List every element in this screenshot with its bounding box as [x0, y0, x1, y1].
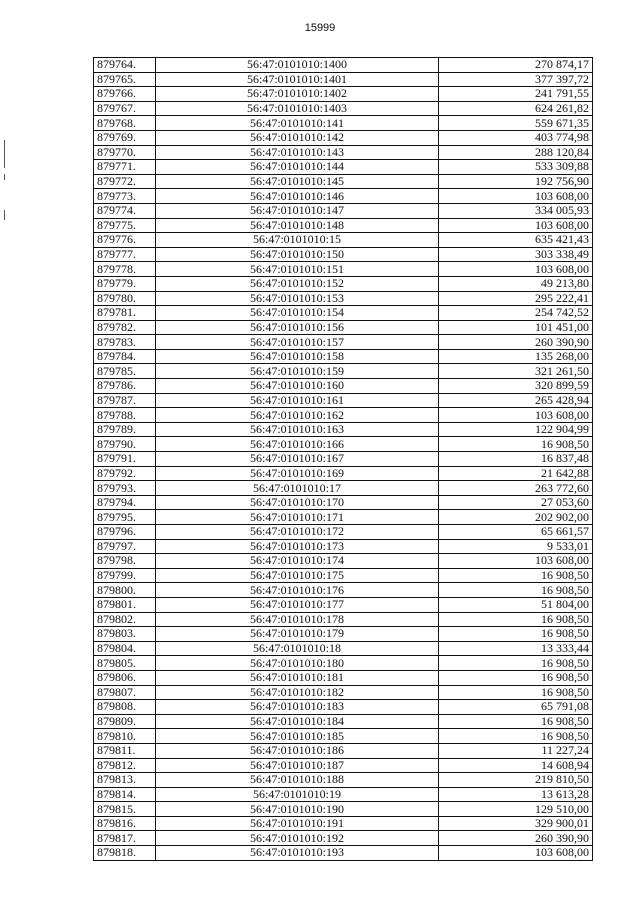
table-row	[94, 627, 593, 642]
table-row	[94, 116, 593, 131]
value-cell: 270 874,17	[439, 58, 593, 73]
table-row	[94, 306, 593, 321]
table-row	[94, 670, 593, 685]
cadastral-number-cell: 56:47:0101010:185	[156, 729, 439, 744]
table-row	[94, 743, 593, 758]
value-cell: 192 756,90	[439, 174, 593, 189]
table-row	[94, 72, 593, 87]
table-row	[94, 218, 593, 233]
row-number-cell: 879773.	[94, 189, 156, 204]
table-row	[94, 802, 593, 817]
cadastral-number-cell: 56:47:0101010:173	[156, 539, 439, 554]
table-row	[94, 437, 593, 452]
value-cell: 103 608,00	[439, 262, 593, 277]
cadastral-number-cell: 56:47:0101010:169	[156, 466, 439, 481]
cadastral-number-cell: 56:47:0101010:150	[156, 247, 439, 262]
cadastral-number-cell: 56:47:0101010:145	[156, 174, 439, 189]
table-row	[94, 554, 593, 569]
table-row	[94, 525, 593, 540]
value-cell: 14 608,94	[439, 758, 593, 773]
cadastral-number-cell: 56:47:0101010:187	[156, 758, 439, 773]
table-row	[94, 685, 593, 700]
row-number-cell: 879805.	[94, 656, 156, 671]
table-row	[94, 597, 593, 612]
value-cell: 288 120,84	[439, 145, 593, 160]
cadastral-number-cell: 56:47:0101010:19	[156, 787, 439, 802]
cadastral-value-table	[93, 57, 593, 861]
value-cell: 295 222,41	[439, 291, 593, 306]
row-number-cell: 879780.	[94, 291, 156, 306]
row-number-cell: 879793.	[94, 481, 156, 496]
value-cell: 16 908,50	[439, 568, 593, 583]
table-row	[94, 539, 593, 554]
value-cell: 11 227,24	[439, 743, 593, 758]
cadastral-number-cell: 56:47:0101010:190	[156, 802, 439, 817]
row-number-cell: 879817.	[94, 831, 156, 846]
cadastral-number-cell: 56:47:0101010:178	[156, 612, 439, 627]
value-cell: 103 608,00	[439, 554, 593, 569]
value-cell: 65 791,08	[439, 700, 593, 715]
value-cell: 254 742,52	[439, 306, 593, 321]
value-cell: 13 333,44	[439, 641, 593, 656]
value-cell: 103 608,00	[439, 408, 593, 423]
value-cell: 321 261,50	[439, 364, 593, 379]
value-cell: 320 899,59	[439, 379, 593, 394]
value-cell: 403 774,98	[439, 130, 593, 145]
value-cell: 202 902,00	[439, 510, 593, 525]
cadastral-number-cell: 56:47:0101010:179	[156, 627, 439, 642]
cadastral-number-cell: 56:47:0101010:191	[156, 816, 439, 831]
cadastral-number-cell: 56:47:0101010:18	[156, 641, 439, 656]
cadastral-number-cell: 56:47:0101010:17	[156, 481, 439, 496]
cadastral-number-cell: 56:47:0101010:159	[156, 364, 439, 379]
row-number-cell: 879807.	[94, 685, 156, 700]
table-row	[94, 408, 593, 423]
cadastral-number-cell: 56:47:0101010:1401	[156, 72, 439, 87]
table-row	[94, 641, 593, 656]
table-row	[94, 816, 593, 831]
row-number-cell: 879816.	[94, 816, 156, 831]
cadastral-number-cell: 56:47:0101010:193	[156, 846, 439, 861]
table-row	[94, 247, 593, 262]
table-row	[94, 452, 593, 467]
row-number-cell: 879766.	[94, 87, 156, 102]
cadastral-number-cell: 56:47:0101010:143	[156, 145, 439, 160]
value-cell: 101 451,00	[439, 320, 593, 335]
table-row	[94, 495, 593, 510]
value-cell: 135 268,00	[439, 349, 593, 364]
row-number-cell: 879785.	[94, 364, 156, 379]
table-row	[94, 846, 593, 861]
cadastral-number-cell: 56:47:0101010:170	[156, 495, 439, 510]
table-row	[94, 364, 593, 379]
row-number-cell: 879789.	[94, 422, 156, 437]
row-number-cell: 879818.	[94, 846, 156, 861]
table-row	[94, 262, 593, 277]
table-row	[94, 87, 593, 102]
cadastral-number-cell: 56:47:0101010:147	[156, 203, 439, 218]
row-number-cell: 879779.	[94, 276, 156, 291]
row-number-cell: 879770.	[94, 145, 156, 160]
row-number-cell: 879764.	[94, 58, 156, 73]
cadastral-number-cell: 56:47:0101010:154	[156, 306, 439, 321]
value-cell: 21 642,88	[439, 466, 593, 481]
cadastral-number-cell: 56:47:0101010:1402	[156, 87, 439, 102]
value-cell: 9 533,01	[439, 539, 593, 554]
value-cell: 16 908,50	[439, 612, 593, 627]
row-number-cell: 879775.	[94, 218, 156, 233]
row-number-cell: 879804.	[94, 641, 156, 656]
row-number-cell: 879809.	[94, 714, 156, 729]
row-number-cell: 879791.	[94, 452, 156, 467]
row-number-cell: 879812.	[94, 758, 156, 773]
row-number-cell: 879778.	[94, 262, 156, 277]
table-row	[94, 145, 593, 160]
cadastral-number-cell: 56:47:0101010:142	[156, 130, 439, 145]
table-row	[94, 510, 593, 525]
cadastral-number-cell: 56:47:0101010:188	[156, 773, 439, 788]
cadastral-number-cell: 56:47:0101010:167	[156, 452, 439, 467]
value-cell: 13 613,28	[439, 787, 593, 802]
table-row	[94, 174, 593, 189]
table-row	[94, 349, 593, 364]
value-cell: 624 261,82	[439, 101, 593, 116]
value-cell: 219 810,50	[439, 773, 593, 788]
row-number-cell: 879803.	[94, 627, 156, 642]
table-row	[94, 466, 593, 481]
value-cell: 16 908,50	[439, 656, 593, 671]
row-number-cell: 879808.	[94, 700, 156, 715]
cadastral-number-cell: 56:47:0101010:157	[156, 335, 439, 350]
row-number-cell: 879784.	[94, 349, 156, 364]
cadastral-number-cell: 56:47:0101010:183	[156, 700, 439, 715]
cadastral-number-cell: 56:47:0101010:151	[156, 262, 439, 277]
cadastral-number-cell: 56:47:0101010:15	[156, 233, 439, 248]
value-cell: 16 908,50	[439, 437, 593, 452]
cadastral-number-cell: 56:47:0101010:172	[156, 525, 439, 540]
cadastral-number-cell: 56:47:0101010:174	[156, 554, 439, 569]
cadastral-number-cell: 56:47:0101010:186	[156, 743, 439, 758]
value-cell: 51 804,00	[439, 597, 593, 612]
row-number-cell: 879797.	[94, 539, 156, 554]
margin-scan-marks	[4, 140, 8, 230]
row-number-cell: 879787.	[94, 393, 156, 408]
cadastral-number-cell: 56:47:0101010:156	[156, 320, 439, 335]
cadastral-number-cell: 56:47:0101010:180	[156, 656, 439, 671]
table-row	[94, 393, 593, 408]
row-number-cell: 879771.	[94, 160, 156, 175]
table-row	[94, 233, 593, 248]
value-cell: 241 791,55	[439, 87, 593, 102]
cadastral-number-cell: 56:47:0101010:162	[156, 408, 439, 423]
page-number: 15999	[304, 22, 336, 34]
table-row	[94, 700, 593, 715]
table-row	[94, 291, 593, 306]
row-number-cell: 879776.	[94, 233, 156, 248]
table-row	[94, 203, 593, 218]
value-cell: 329 900,01	[439, 816, 593, 831]
value-cell: 377 397,72	[439, 72, 593, 87]
row-number-cell: 879768.	[94, 116, 156, 131]
table-row	[94, 568, 593, 583]
table-row	[94, 656, 593, 671]
cadastral-number-cell: 56:47:0101010:141	[156, 116, 439, 131]
cadastral-number-cell: 56:47:0101010:177	[156, 597, 439, 612]
row-number-cell: 879813.	[94, 773, 156, 788]
cadastral-number-cell: 56:47:0101010:176	[156, 583, 439, 598]
table-body	[94, 58, 593, 861]
cadastral-number-cell: 56:47:0101010:148	[156, 218, 439, 233]
row-number-cell: 879792.	[94, 466, 156, 481]
row-number-cell: 879786.	[94, 379, 156, 394]
value-cell: 49 213,80	[439, 276, 593, 291]
row-number-cell: 879800.	[94, 583, 156, 598]
cadastral-number-cell: 56:47:0101010:158	[156, 349, 439, 364]
row-number-cell: 879769.	[94, 130, 156, 145]
row-number-cell: 879765.	[94, 72, 156, 87]
cadastral-number-cell: 56:47:0101010:163	[156, 422, 439, 437]
row-number-cell: 879777.	[94, 247, 156, 262]
table-row	[94, 481, 593, 496]
table-row	[94, 101, 593, 116]
value-cell: 260 390,90	[439, 335, 593, 350]
value-cell: 559 671,35	[439, 116, 593, 131]
row-number-cell: 879795.	[94, 510, 156, 525]
value-cell: 260 390,90	[439, 831, 593, 846]
row-number-cell: 879815.	[94, 802, 156, 817]
value-cell: 16 908,50	[439, 729, 593, 744]
cadastral-number-cell: 56:47:0101010:1403	[156, 101, 439, 116]
row-number-cell: 879806.	[94, 670, 156, 685]
cadastral-number-cell: 56:47:0101010:184	[156, 714, 439, 729]
value-cell: 635 421,43	[439, 233, 593, 248]
cadastral-number-cell: 56:47:0101010:181	[156, 670, 439, 685]
table-row	[94, 729, 593, 744]
cadastral-number-cell: 56:47:0101010:144	[156, 160, 439, 175]
value-cell: 129 510,00	[439, 802, 593, 817]
cadastral-number-cell: 56:47:0101010:175	[156, 568, 439, 583]
row-number-cell: 879782.	[94, 320, 156, 335]
cadastral-number-cell: 56:47:0101010:182	[156, 685, 439, 700]
value-cell: 103 608,00	[439, 218, 593, 233]
value-cell: 65 661,57	[439, 525, 593, 540]
table-row	[94, 276, 593, 291]
table-row	[94, 320, 593, 335]
row-number-cell: 879802.	[94, 612, 156, 627]
row-number-cell: 879799.	[94, 568, 156, 583]
row-number-cell: 879811.	[94, 743, 156, 758]
cadastral-number-cell: 56:47:0101010:153	[156, 291, 439, 306]
table-row	[94, 189, 593, 204]
table-row	[94, 831, 593, 846]
value-cell: 16 908,50	[439, 583, 593, 598]
table-row	[94, 58, 593, 73]
cadastral-number-cell: 56:47:0101010:171	[156, 510, 439, 525]
row-number-cell: 879810.	[94, 729, 156, 744]
table-row	[94, 714, 593, 729]
value-cell: 263 772,60	[439, 481, 593, 496]
row-number-cell: 879790.	[94, 437, 156, 452]
value-cell: 16 908,50	[439, 627, 593, 642]
value-cell: 122 904,99	[439, 422, 593, 437]
value-cell: 16 908,50	[439, 714, 593, 729]
table-row	[94, 422, 593, 437]
row-number-cell: 879798.	[94, 554, 156, 569]
table-row	[94, 160, 593, 175]
cadastral-number-cell: 56:47:0101010:192	[156, 831, 439, 846]
table-row	[94, 773, 593, 788]
cadastral-number-cell: 56:47:0101010:166	[156, 437, 439, 452]
row-number-cell: 879794.	[94, 495, 156, 510]
table-row	[94, 379, 593, 394]
cadastral-number-cell: 56:47:0101010:1400	[156, 58, 439, 73]
table-row	[94, 758, 593, 773]
table-row	[94, 612, 593, 627]
row-number-cell: 879796.	[94, 525, 156, 540]
value-cell: 16 837,48	[439, 452, 593, 467]
row-number-cell: 879788.	[94, 408, 156, 423]
row-number-cell: 879772.	[94, 174, 156, 189]
cadastral-number-cell: 56:47:0101010:146	[156, 189, 439, 204]
value-cell: 103 608,00	[439, 846, 593, 861]
value-cell: 303 338,49	[439, 247, 593, 262]
row-number-cell: 879814.	[94, 787, 156, 802]
value-cell: 27 053,60	[439, 495, 593, 510]
value-cell: 16 908,50	[439, 670, 593, 685]
table-row	[94, 787, 593, 802]
table-row	[94, 130, 593, 145]
value-cell: 533 309,88	[439, 160, 593, 175]
value-cell: 16 908,50	[439, 685, 593, 700]
value-cell: 265 428,94	[439, 393, 593, 408]
row-number-cell: 879767.	[94, 101, 156, 116]
cadastral-number-cell: 56:47:0101010:152	[156, 276, 439, 291]
row-number-cell: 879783.	[94, 335, 156, 350]
cadastral-number-cell: 56:47:0101010:161	[156, 393, 439, 408]
table-row	[94, 583, 593, 598]
value-cell: 103 608,00	[439, 189, 593, 204]
cadastral-number-cell: 56:47:0101010:160	[156, 379, 439, 394]
row-number-cell: 879774.	[94, 203, 156, 218]
value-cell: 334 005,93	[439, 203, 593, 218]
table-row	[94, 335, 593, 350]
row-number-cell: 879781.	[94, 306, 156, 321]
row-number-cell: 879801.	[94, 597, 156, 612]
